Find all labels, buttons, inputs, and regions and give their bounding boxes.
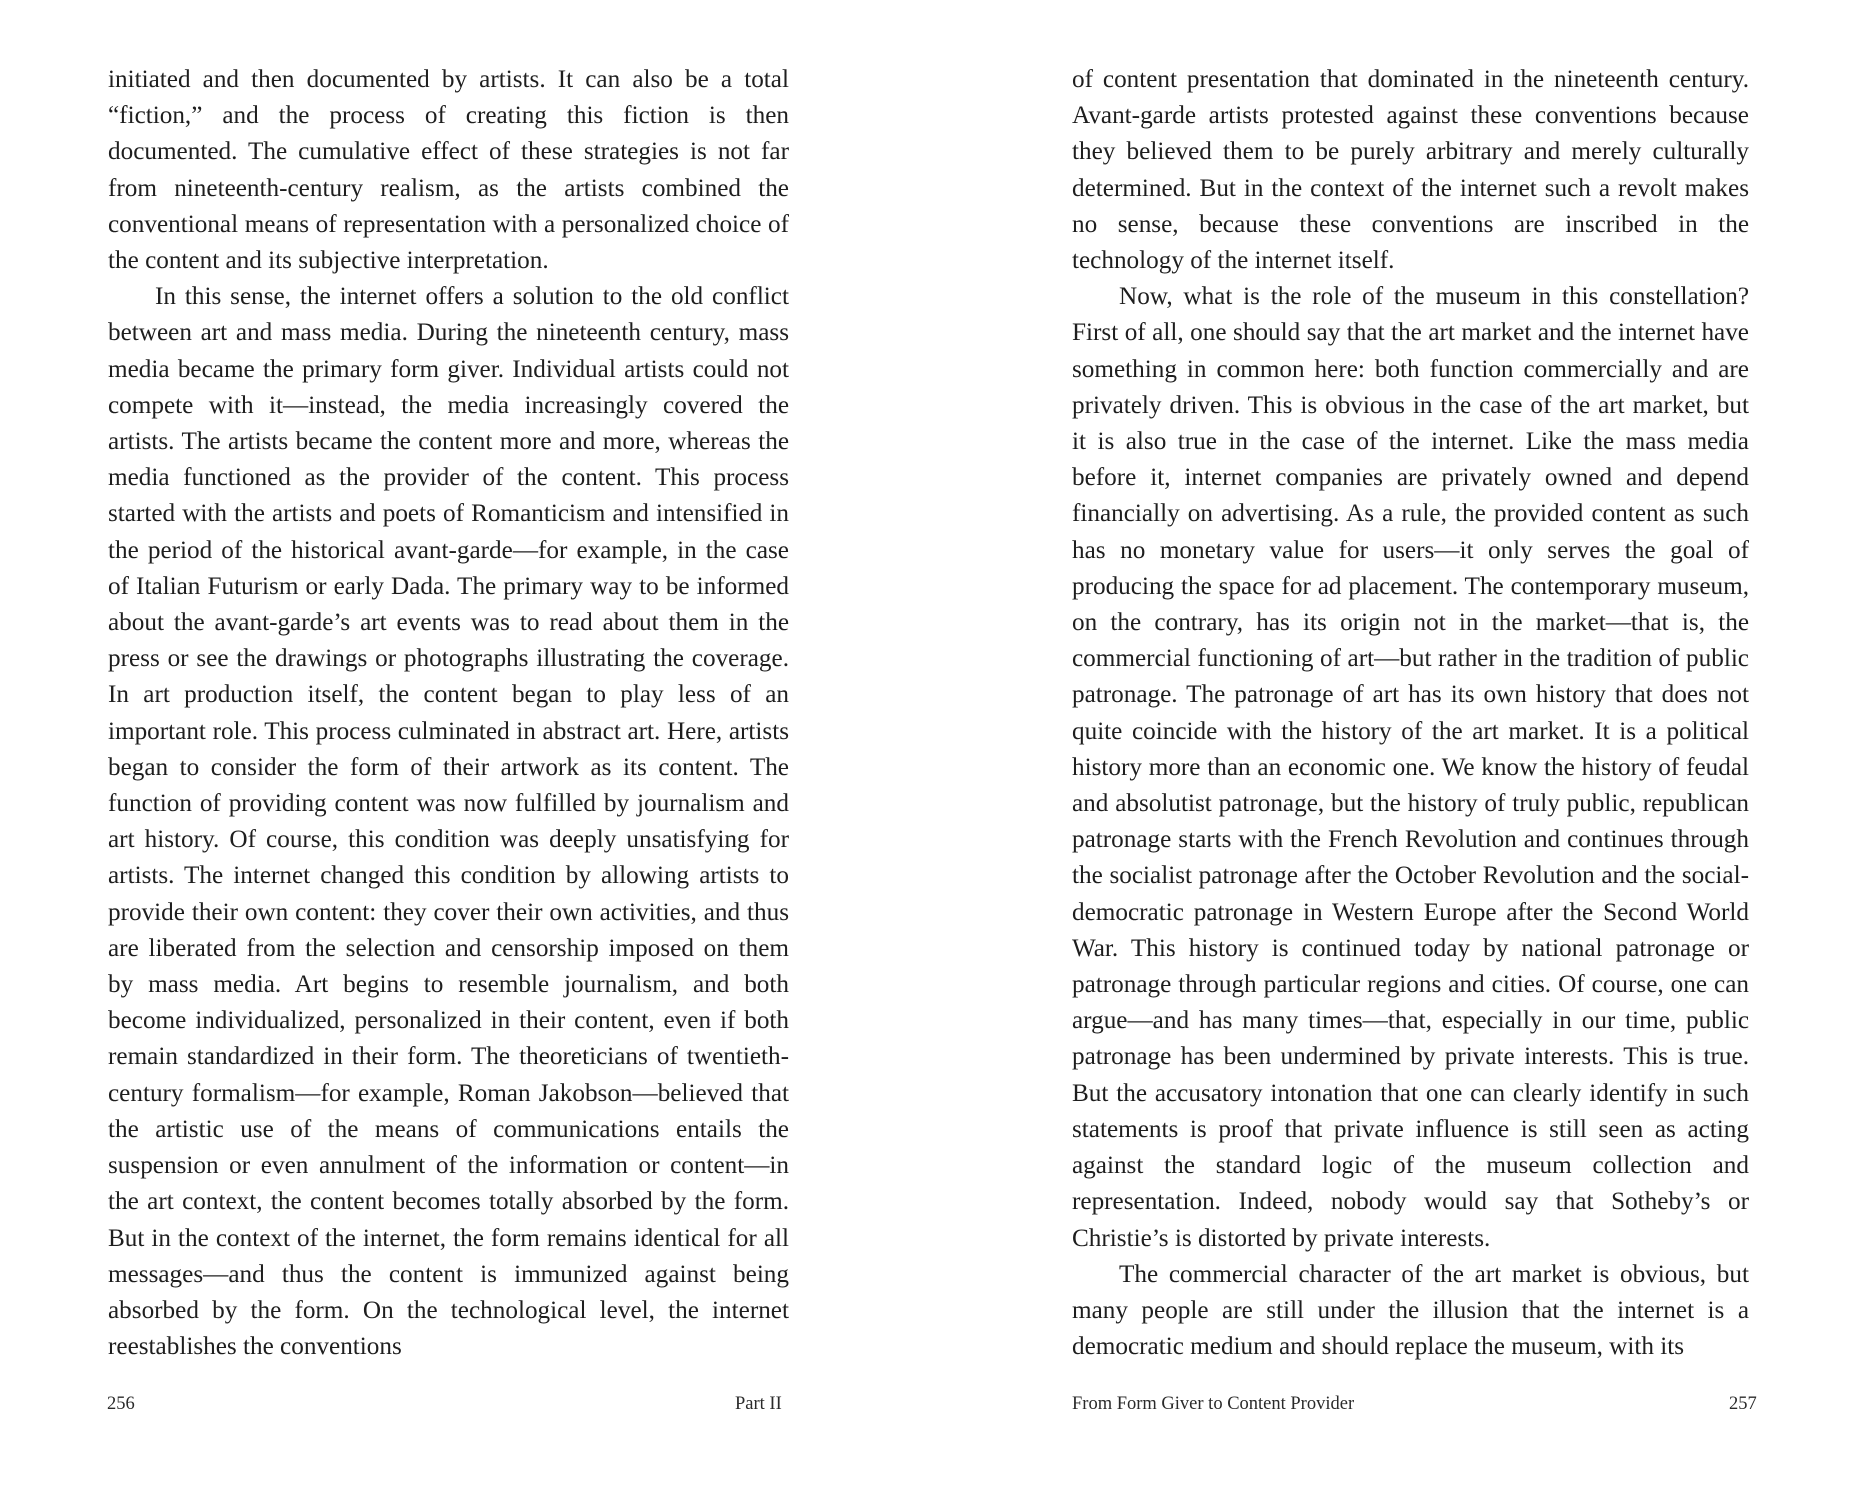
paragraph: initiated and then documented by artists. It can also be a total “fiction,” and the process of creating this fiction is then documented. The cumulative effect of these strategies is not far from nineteenth-century realism, as the artists combined the conventional means of representation with a personalized choice of the content and its subjective interpretation. <box>108 66 789 275</box>
page-number: 256 <box>107 1394 135 1414</box>
left-page-body <box>108 62 789 1365</box>
page-number: 257 <box>1729 1394 1757 1414</box>
right-page <box>928 0 1857 1500</box>
running-head: From Form Giver to Content Provider <box>1072 1394 1355 1414</box>
paragraph: The commercial character of the art market is obvious, but many people are still under the illusion that the internet is a democratic medium and should replace the museum, with its <box>1072 1260 1749 1361</box>
paragraph: of content presentation that dominated in the nineteenth century. Avant-garde artists protested against these conventions because they believed them to be purely arbitrary and merely culturally determined. But in the context of the internet such a revolt makes no sense, because these conventions are inscribed in the technology of the internet itself. <box>1072 66 1749 275</box>
running-head: Part II <box>735 1394 782 1414</box>
right-page-body <box>1072 62 1749 1365</box>
paragraph: Now, what is the role of the museum in this constellation? First of all, one should say that the art market and the internet have something in common here: both function commercially and are privately driven. This is obvious in the case of the art market, but it is also true in the case of the internet. Like the mass media before it, internet companies are privately owned and depend financially on advertising. As a rule, the provided content as such has no monetary value for users—it only serves the goal of producing the space for ad placement. The contemporary museum, on the contrary, has its origin not in the market—that is, the commercial functioning of art—but rather in the tradition of public patronage. The patronage of art has its own history that does not quite coincide with the history of the art market. It is a political history more than an economic one. We know the history of feudal and absolutist patronage, but the history of truly public, republican patronage starts with the French Revolution and continues through the socialist patronage after the October Revolution and the social-democratic patronage in Western Europe after the Second World War. This history is continued today by national patronage or patronage through particular regions and cities. Of course, one can argue—and has many times—that, especially in our time, public patronage has been undermined by private interests. This is true. But the accusatory intonation that one can clearly identify in such statements is proof that private influence is still seen as acting against the standard logic of the museum collection and representation. Indeed, nobody would say that Sotheby’s or Christie’s is distorted by private interests. <box>1072 283 1749 1252</box>
paragraph: In this sense, the internet offers a solution to the old conflict between art and mass media. During the nineteenth century, mass media became the primary form giver. Individual artists could not compete with it—instead, the media increasingly covered the artists. The artists became the content more and more, whereas the media functioned as the provider of the content. This process started with the artists and poets of Romanticism and intensified in the period of the historical avant-garde—for example, in the case of Italian Futurism or early Dada. The primary way to be informed about the avant-garde’s art events was to read about them in the press or see the drawings or photographs illustrating the coverage. In art production itself, the content began to play less of an important role. This process culminated in abstract art. Here, artists began to consider the form of their artwork as its content. The function of providing content was now fulfilled by journalism and art history. Of course, this condition was deeply unsatisfying for artists. The internet changed this condition by allowing artists to provide their own content: they cover their own activities, and thus are liberated from the selection and censorship imposed on them by mass media. Art begins to resemble journalism, and both become individualized, personalized in their content, even if both remain standardized in their form. The theoreticians of twentieth-century formalism—for example, Roman Jakobson—believed that the artistic use of the means of communications entails the suspension or even annulment of the information or content—in the art context, the content becomes totally absorbed by the form. But in the context of the internet, the form remains identical for all messages—and thus the content is immunized against being absorbed by the form. On the technological level, the internet reestablishes the conventions <box>108 283 789 1361</box>
left-page <box>0 0 928 1500</box>
